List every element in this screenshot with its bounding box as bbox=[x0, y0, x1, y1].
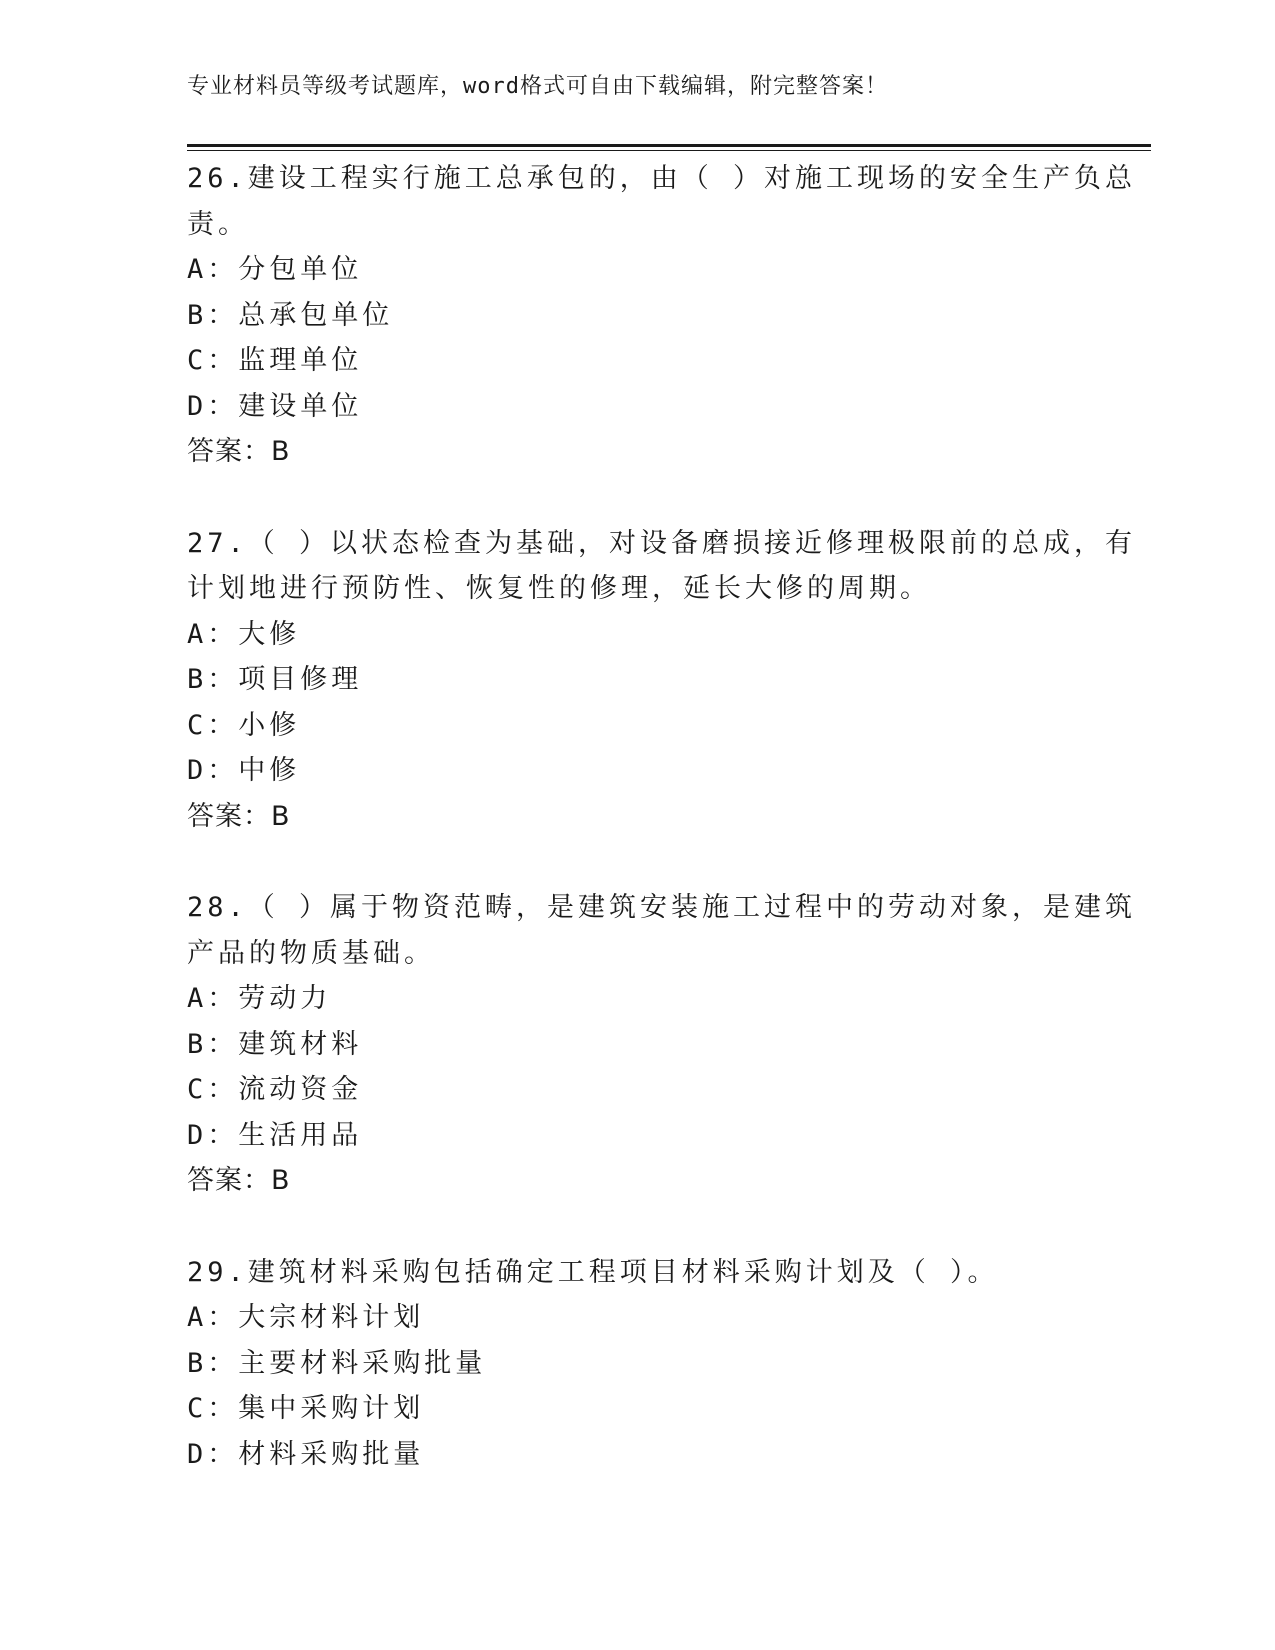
question-text-line: 责。 bbox=[187, 208, 249, 240]
option-d: D：材料采购批量 bbox=[187, 1438, 425, 1470]
option-a: A：大宗材料计划 bbox=[187, 1302, 425, 1333]
option-d: D：中修 bbox=[187, 755, 301, 786]
question-text-line: 27.（ ）以状态检查为基础，对设备磨损接近修理极限前的总成，有 bbox=[187, 527, 1137, 559]
header-rule-thick bbox=[187, 144, 1151, 147]
question-27 bbox=[187, 521, 1137, 840]
question-26 bbox=[187, 156, 1137, 475]
answer: 答案：B bbox=[187, 800, 291, 832]
question-text-line: 28.（ ）属于物资范畴，是建筑安装施工过程中的劳动对象，是建筑 bbox=[187, 892, 1137, 923]
option-c: C：小修 bbox=[187, 709, 301, 741]
question-text-line: 26.建设工程实行施工总承包的，由（ ）对施工现场的安全生产负总 bbox=[187, 163, 1137, 194]
option-c: C：集中采购计划 bbox=[187, 1393, 425, 1424]
page-header: 专业材料员等级考试题库，word格式可自由下载编辑，附完整答案！ bbox=[187, 74, 888, 99]
answer: 答案：B bbox=[187, 1165, 291, 1196]
option-c: C：流动资金 bbox=[187, 1074, 363, 1105]
question-28 bbox=[187, 885, 1137, 1204]
option-b: B：项目修理 bbox=[187, 664, 363, 695]
option-b: B：主要材料采购批量 bbox=[187, 1347, 487, 1379]
option-a: A：大修 bbox=[187, 618, 301, 650]
option-a: A：分包单位 bbox=[187, 254, 363, 285]
question-text-line: 产品的物质基础。 bbox=[187, 937, 435, 969]
option-b: B：建筑材料 bbox=[187, 1028, 363, 1060]
header-rule-thin bbox=[187, 150, 1151, 151]
option-c: C：监理单位 bbox=[187, 345, 363, 376]
question-29 bbox=[187, 1250, 1087, 1478]
option-a: A：劳动力 bbox=[187, 983, 332, 1014]
question-list bbox=[187, 156, 1137, 1523]
option-b: B：总承包单位 bbox=[187, 299, 394, 331]
option-d: D：建设单位 bbox=[187, 390, 363, 422]
question-text-line: 29.建筑材料采购包括确定工程项目材料采购计划及（ ）。 bbox=[187, 1256, 999, 1288]
option-d: D：生活用品 bbox=[187, 1119, 363, 1151]
question-text-line: 计划地进行预防性、恢复性的修理，延长大修的周期。 bbox=[187, 573, 931, 604]
answer: 答案：B bbox=[187, 436, 291, 467]
